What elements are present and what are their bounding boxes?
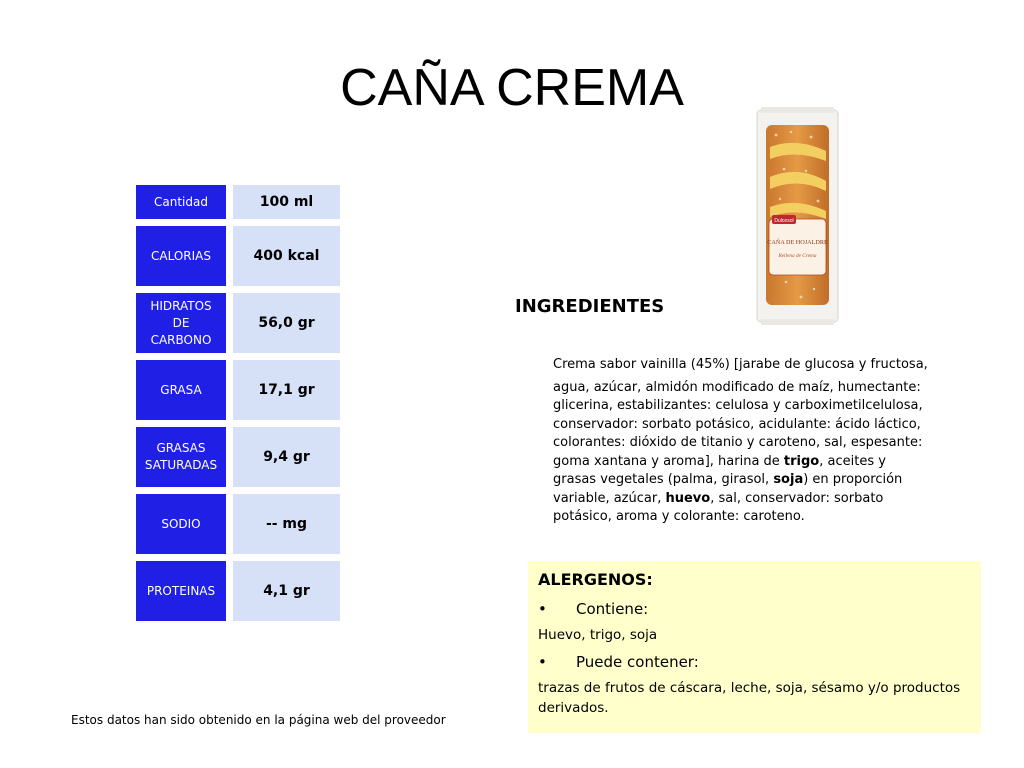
ingredients-part: agua, azúcar, almidón modificado de maíz, humectante: glicerina, estabilizantes: celulosa y carboximetilcelulosa, conservador: sorbato potásico, acidulante: ácido láctico, colorantes: dióxido de titanio y caroteno, sal, espesante: goma xantana y aroma], harina de: [553, 379, 923, 469]
page-title: CAÑA CREMA: [340, 59, 684, 117]
source-footnote: Estos datos han sido obtenido en la página web del proveedor: [71, 713, 446, 727]
allergens-may-contain-bullet: [538, 653, 699, 671]
nutrition-row-cantidad: [136, 185, 340, 219]
nutrition-value: 17,1 gr: [233, 360, 340, 420]
allergens-may-contain-text: trazas de frutos de cáscara, leche, soja, sésamo y/o productos derivados.: [538, 680, 961, 716]
nutrition-value: 56,0 gr: [233, 293, 340, 353]
ingredients-part: , aceites y grasas vegetales (palma, girasol,: [553, 453, 886, 487]
nutrition-label: GRASA: [136, 360, 226, 420]
nutrition-label: CALORIAS: [136, 226, 226, 286]
ingredients-part: ) en proporción variable, azúcar,: [553, 472, 903, 506]
bullet-icon: •: [538, 600, 547, 618]
nutrition-label: Cantidad: [136, 185, 226, 219]
nutrition-value: 100 ml: [233, 185, 340, 219]
nutrition-label: SODIO: [136, 494, 226, 554]
nutrition-row-grasa: [136, 360, 340, 420]
nutrition-label: PROTEINAS: [136, 561, 226, 621]
ingredients-text: [553, 356, 933, 527]
ingredients-line-1: Crema sabor vainilla (45%) [jarabe de glucosa y fructosa,: [553, 357, 928, 372]
ingredient-allergen-huevo: huevo: [665, 490, 711, 506]
nutrition-value: -- mg: [233, 494, 340, 554]
allergens-title: ALERGENOS:: [538, 570, 653, 589]
package-sublabel: Rellena de Crema: [778, 253, 817, 259]
nutrition-row-sodio: [136, 494, 340, 554]
ingredient-allergen-soja: soja: [773, 472, 804, 487]
allergens-box: [528, 561, 981, 733]
ingredients-title: INGREDIENTES: [515, 296, 665, 317]
allergens-contains-bullet: [538, 600, 648, 618]
package-label: CAÑA DE HOJALDRE: [767, 239, 828, 246]
nutrition-row-grasas-saturadas: [136, 427, 340, 487]
ingredients-part: , sal, conservador: sorbato potásico, aroma y colorante: caroteno.: [553, 490, 884, 524]
allergens-contains-label: Contiene:: [576, 600, 649, 618]
nutrition-row-calorias: [136, 226, 340, 286]
nutrition-row-hidratos: [136, 293, 340, 353]
allergens-may-contain-label: Puede contener:: [576, 653, 699, 671]
nutrition-value: 4,1 gr: [233, 561, 340, 621]
nutrition-label: GRASAS SATURADAS: [136, 427, 226, 487]
allergens-contains-text: Huevo, trigo, soja: [538, 627, 658, 643]
nutrition-value: 9,4 gr: [233, 427, 340, 487]
nutrition-label: HIDRATOS DE CARBONO: [136, 293, 226, 353]
nutrition-row-proteinas: [136, 561, 340, 621]
bullet-icon: •: [538, 653, 547, 671]
product-image: [756, 107, 839, 325]
nutrition-value: 400 kcal: [233, 226, 340, 286]
ingredient-allergen-trigo: trigo: [783, 453, 820, 469]
package-brand: Dulcesol: [774, 218, 794, 224]
